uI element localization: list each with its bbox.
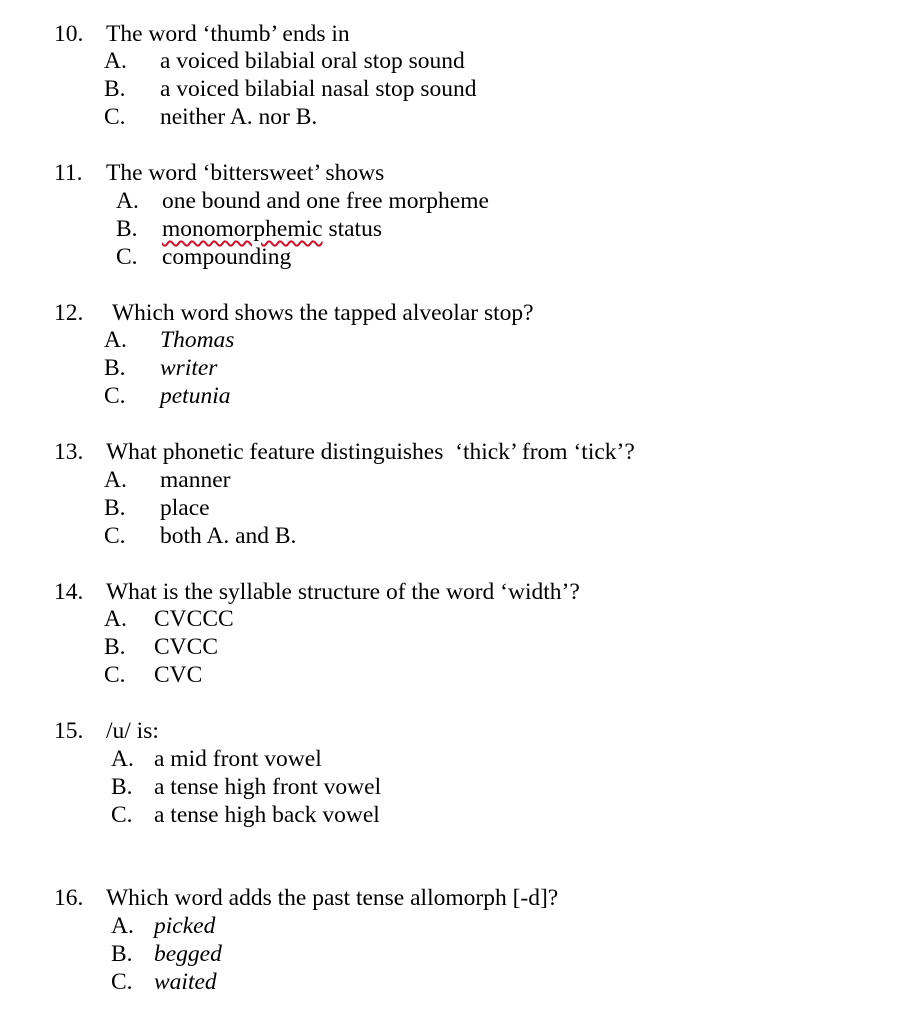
option-letter-c: C. <box>104 523 126 549</box>
option-letter-c: C. <box>104 662 126 688</box>
option-text-b-rest: status <box>328 216 382 242</box>
option-letter-b: B. <box>104 355 126 381</box>
option-letter-a: A. <box>116 188 139 214</box>
option-text-c: CVC <box>154 662 203 688</box>
option-text-b: a voiced bilabial nasal stop sound <box>160 76 477 102</box>
option-letter-b: B. <box>116 216 138 242</box>
option-letter-c: C. <box>104 104 126 130</box>
option-text-b <box>162 215 382 243</box>
option-text-a: CVCCC <box>154 606 234 632</box>
option-text-c: a tense high back vowel <box>154 802 380 828</box>
option-letter-a: A. <box>104 48 127 74</box>
question-stem: The word ‘thumb’ ends in <box>106 21 350 47</box>
option-letter-b: B. <box>104 76 126 102</box>
option-text-a: manner <box>160 467 231 493</box>
option-text-b: a tense high front vowel <box>154 774 382 800</box>
option-letter-b: B. <box>104 634 126 660</box>
option-text-a: a voiced bilabial oral stop sound <box>160 48 465 74</box>
option-letter-c: C. <box>104 383 126 409</box>
option-text-b: writer <box>160 355 218 381</box>
question-number: 16. <box>54 885 84 911</box>
option-text-c: compounding <box>162 244 292 270</box>
option-letter-c: C. <box>111 969 133 995</box>
spellcheck-flagged-word: monomorphemic <box>162 216 323 242</box>
question-number: 10. <box>54 21 84 47</box>
option-letter-b: B. <box>111 774 133 800</box>
option-letter-b: B. <box>104 495 126 521</box>
option-text-b: place <box>160 495 210 521</box>
question-number: 14. <box>54 579 84 605</box>
option-letter-a: A. <box>104 606 127 632</box>
question-stem: Which word shows the tapped alveolar stop? <box>112 300 534 326</box>
option-letter-a: A. <box>111 913 134 939</box>
option-text-c: waited <box>154 969 217 995</box>
question-stem: What phonetic feature distinguishes ‘thick’ from ‘tick’? <box>106 439 635 465</box>
question-number: 12. <box>54 300 84 326</box>
option-letter-a: A. <box>104 327 127 353</box>
question-stem: Which word adds the past tense allomorph [-d]? <box>106 885 559 911</box>
option-text-a: Thomas <box>160 327 235 353</box>
option-letter-a: A. <box>111 746 134 772</box>
question-stem: What is the syllable structure of the word ‘width’? <box>106 579 580 605</box>
question-number: 11. <box>54 160 83 186</box>
question-number: 13. <box>54 439 84 465</box>
option-letter-b: B. <box>111 941 133 967</box>
option-letter-c: C. <box>116 244 138 270</box>
option-text-b: CVCC <box>154 634 218 660</box>
question-number: 15. <box>54 718 84 744</box>
option-letter-a: A. <box>104 467 127 493</box>
question-stem: The word ‘bittersweet’ shows <box>106 160 385 186</box>
option-text-c: both A. and B. <box>160 523 297 549</box>
option-text-a: one bound and one free morpheme <box>162 188 489 214</box>
option-text-b: begged <box>154 941 222 967</box>
option-text-a: picked <box>154 913 216 939</box>
option-text-c: petunia <box>160 383 231 409</box>
question-stem: /u/ is: <box>106 718 159 744</box>
option-letter-c: C. <box>111 802 133 828</box>
option-text-a: a mid front vowel <box>154 746 322 772</box>
option-text-c: neither A. nor B. <box>160 104 318 130</box>
